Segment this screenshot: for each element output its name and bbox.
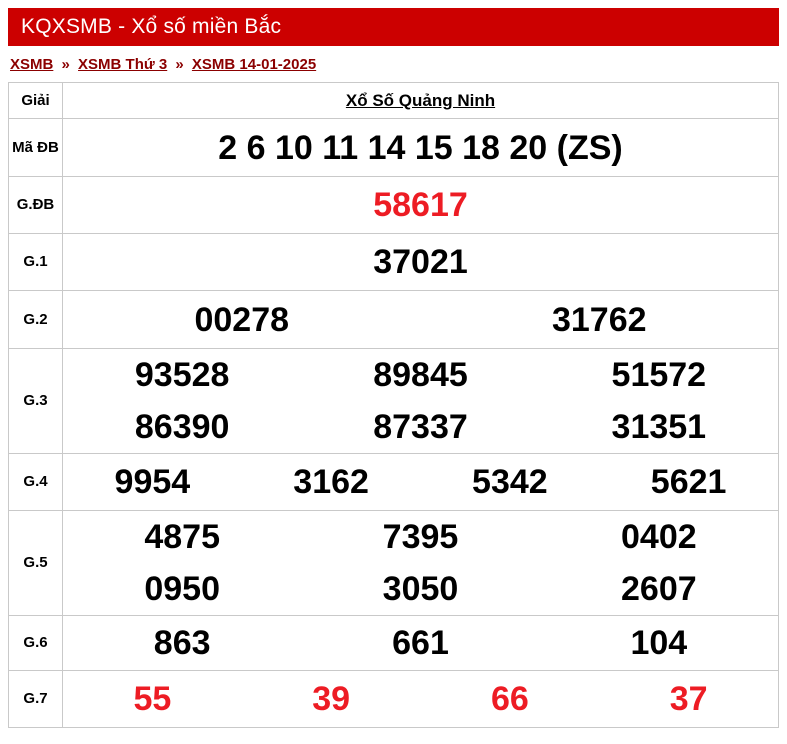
prize-row-gdb: [9, 176, 778, 233]
prize-values: [63, 616, 778, 670]
result-number: 87337: [373, 408, 468, 446]
page-header: [8, 8, 779, 46]
result-number: 93528: [134, 356, 230, 394]
lottery-results-table: [8, 82, 779, 728]
result-number: 31762: [551, 300, 647, 339]
breadcrumb-link-xsmb-thu-3[interactable]: XSMB Thứ 3: [78, 56, 168, 73]
prize-row-g1: [9, 233, 778, 290]
result-number-special: 66: [490, 680, 529, 718]
result-number-special: 55: [133, 680, 172, 718]
prize-label-g5: G.5: [9, 511, 63, 615]
result-number: 4875: [144, 518, 220, 556]
result-number: 661: [392, 624, 449, 662]
prize-values: [63, 291, 778, 348]
result-number-special: 39: [312, 680, 351, 718]
prize-label-g3: G.3: [9, 349, 63, 453]
prize-values: [63, 671, 778, 727]
page-title: KQXSMB - Xổ số miền Bắc: [21, 15, 282, 38]
prize-row-g2: [9, 290, 778, 348]
prize-row-g7: [9, 670, 778, 727]
result-number: 31351: [611, 408, 707, 446]
prize-values: [63, 454, 778, 510]
prize-label-ma-db: Mã ĐB: [9, 119, 63, 176]
prize-label-g7: G.7: [9, 671, 63, 727]
result-number-special: 58617: [373, 186, 468, 224]
station-cell: [63, 83, 778, 118]
result-number: 0950: [144, 570, 220, 608]
breadcrumb-separator: »: [61, 56, 70, 73]
result-number: 5621: [650, 463, 727, 501]
station-link[interactable]: Xổ Số Quảng Ninh: [345, 90, 496, 110]
result-number: 863: [153, 624, 211, 662]
breadcrumb: [8, 46, 779, 82]
result-number: 7395: [382, 518, 459, 556]
result-number: 0402: [621, 518, 697, 556]
column-header-giai: Giải: [9, 83, 63, 118]
prize-label-g6: G.6: [9, 616, 63, 670]
result-number: 5342: [472, 463, 548, 501]
prize-label-g1: G.1: [9, 234, 63, 290]
result-number: 37021: [373, 243, 468, 281]
result-number: 3050: [382, 570, 459, 608]
prize-row-ma-db: [9, 118, 778, 176]
prize-label-g4: G.4: [9, 454, 63, 510]
result-number: 00278: [194, 300, 290, 339]
prize-values: [63, 234, 778, 290]
prize-row-g5: [9, 510, 778, 615]
breadcrumb-link-xsmb[interactable]: XSMB: [10, 56, 54, 73]
result-number: 86390: [134, 408, 230, 446]
result-number-special: 37: [669, 680, 708, 718]
result-number: 2 6 10 11 14 15 18 20 (ZS): [218, 128, 623, 167]
prize-values: [63, 349, 778, 453]
result-number: 104: [630, 624, 688, 662]
breadcrumb-separator: »: [175, 56, 184, 73]
prize-row-g4: [9, 453, 778, 510]
result-number: 9954: [114, 463, 191, 501]
result-number: 3162: [293, 463, 369, 501]
prize-row-g3: [9, 348, 778, 453]
prize-values: [63, 511, 778, 615]
result-number: 89845: [373, 356, 468, 394]
result-number: 51572: [611, 356, 707, 394]
prize-row-g6: [9, 615, 778, 670]
page: [8, 8, 779, 728]
breadcrumb-link-xsmb-date[interactable]: XSMB 14-01-2025: [191, 56, 317, 73]
prize-values: [63, 119, 778, 176]
result-number: 2607: [621, 570, 697, 608]
table-header-row: [9, 83, 778, 118]
prize-values: [63, 177, 778, 233]
prize-label-g2: G.2: [9, 291, 63, 348]
prize-label-gdb: G.ĐB: [9, 177, 63, 233]
